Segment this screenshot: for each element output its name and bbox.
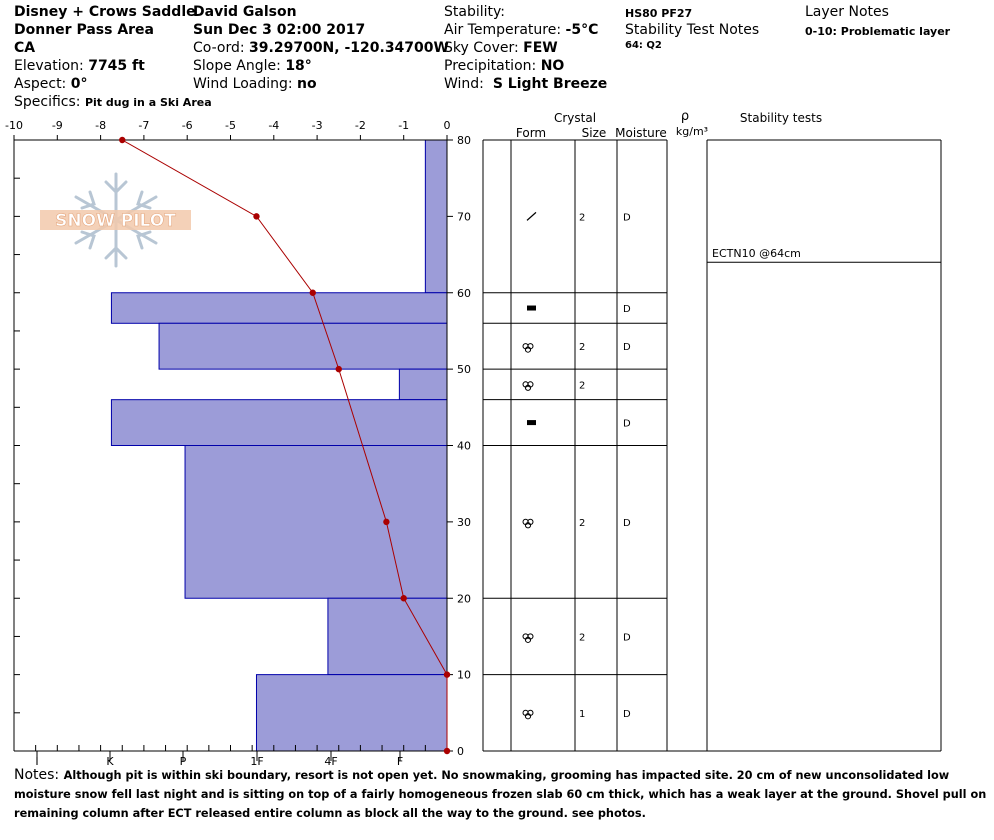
wind-label: Wind:: [444, 76, 484, 92]
hardness-label: 1F: [250, 755, 264, 765]
layer-notes-label: Layer Notes: [805, 4, 889, 20]
crystal-form-bar-icon: [527, 420, 536, 425]
layer-moisture: D: [623, 342, 631, 354]
depth-tick-label: 60: [457, 286, 471, 300]
form-header: Form: [515, 126, 547, 140]
layer-moisture: D: [623, 708, 631, 720]
coord-value: 39.29700N, -120.34700W: [249, 40, 449, 56]
crystal-form-cluster-icon: [523, 344, 533, 353]
hardness-bar: [256, 675, 447, 751]
depth-tick-label: 30: [457, 515, 471, 529]
wind-value: S Light Breeze: [492, 76, 608, 92]
temperature-point: [119, 137, 125, 143]
notes-section: [14, 766, 989, 823]
specifics-label: Specifics:: [14, 94, 81, 110]
temp-tick-label: -4: [268, 119, 280, 132]
air-temp-label: Air Temperature:: [444, 22, 562, 38]
temperature-point: [444, 748, 450, 754]
hardness-bar: [159, 323, 447, 369]
hardness-label: 4F: [324, 755, 338, 765]
elevation-value: 7745 ft: [88, 58, 145, 74]
notes-text: Although pit is within ski boundary, resort is not open yet. No snowmaking, grooming has impacted site. 20 cm of new unconsolidated low moisture snow fell last night and is sitting on top of a fairly homogeneous frozen slab 60 cm thick, which has a weak layer at the ground. Shovel pull on remaining column after ECT released entire column as block all the way to the ground. see photos.: [14, 769, 987, 820]
hardness-bar: [328, 598, 447, 674]
layer-notes-value: 0-10: Problematic layer: [805, 25, 951, 38]
elevation-label: Elevation:: [14, 58, 84, 74]
temperature-point: [444, 671, 450, 677]
layer-moisture: D: [623, 418, 631, 430]
temp-tick-label: -6: [181, 119, 193, 132]
depth-tick-label: 20: [457, 592, 471, 606]
slope-value: 18°: [285, 58, 312, 74]
depth-tick-label: 0: [457, 745, 464, 758]
stability-label: Stability:: [444, 4, 505, 20]
hardness-bar: [185, 446, 447, 599]
observer-name: David Galson: [193, 4, 297, 20]
stability-tests-header: Stability tests: [739, 111, 823, 125]
crystal-header: Crystal: [553, 111, 597, 125]
temperature-point: [253, 213, 259, 219]
state-name: CA: [14, 40, 36, 56]
crystal-size: 2: [579, 632, 586, 644]
crystal-form-cluster-icon: [523, 634, 533, 643]
stability-test-label: ECTN10 @64cm: [712, 247, 801, 261]
temperature-point: [336, 366, 342, 372]
temp-tick-label: -9: [51, 119, 63, 132]
layer-table: [483, 109, 941, 751]
stability-test-notes-value: 64: Q2: [625, 40, 662, 51]
crystal-size: 2: [579, 212, 586, 224]
temp-tick-label: -3: [311, 119, 323, 132]
crystal-form-cluster-icon: [523, 519, 533, 528]
crystal-form-cluster-icon: [523, 710, 533, 719]
hardness-bar: [111, 400, 447, 446]
coord-label: Co-ord:: [193, 40, 245, 56]
temperature-point: [401, 595, 407, 601]
hardness-bar: [425, 140, 447, 293]
stability-test-notes-label: Stability Test Notes: [625, 22, 760, 38]
moisture-header: Moisture: [615, 126, 667, 140]
sky-label: Sky Cover:: [444, 40, 519, 56]
hs-pf-values: HS80 PF27: [625, 7, 693, 20]
layer-moisture: D: [623, 632, 631, 644]
temperature-point: [310, 290, 316, 296]
temperature-point: [383, 519, 389, 525]
depth-tick-label: 50: [457, 363, 471, 377]
layer-moisture: D: [623, 212, 631, 224]
hardness-bar: [111, 293, 447, 324]
temp-tick-label: -10: [5, 119, 23, 132]
sky-value: FEW: [523, 40, 558, 56]
crystal-size: 2: [579, 380, 586, 392]
specifics-value: Pit dug in a Ski Area: [84, 96, 212, 109]
crystal-size: 2: [579, 517, 586, 529]
location-name: Disney + Crows Saddle: [14, 4, 196, 20]
crystal-form-cluster-icon: [523, 382, 533, 391]
layer-moisture: D: [623, 517, 631, 529]
area-name: Donner Pass Area: [14, 22, 154, 38]
hardness-label: P: [179, 755, 187, 765]
hardness-label: F: [396, 755, 404, 765]
temp-tick-label: -5: [225, 119, 236, 132]
air-temp-value: -5°C: [565, 22, 599, 38]
crystal-size: 1: [579, 708, 586, 720]
temp-tick-label: -2: [354, 119, 366, 132]
temp-tick-label: -8: [95, 119, 107, 132]
crystal-size: 2: [579, 342, 586, 354]
crystal-form-slash-icon: [527, 212, 536, 220]
wind-loading-value: no: [297, 76, 317, 92]
density-unit: kg/m³: [675, 125, 709, 138]
precip-value: NO: [540, 58, 565, 74]
wind-loading-label: Wind Loading:: [193, 76, 293, 92]
crystal-form-bar-icon: [527, 306, 536, 311]
depth-tick-label: 80: [457, 134, 471, 147]
temp-tick-label: 0: [443, 119, 451, 132]
slope-label: Slope Angle:: [193, 58, 281, 74]
aspect-value: 0°: [70, 76, 88, 92]
depth-tick-label: 40: [457, 439, 471, 453]
snowpilot-logo: [38, 170, 193, 270]
logo-text: SNOW PILOT: [55, 211, 176, 231]
hardness-label: I: [35, 755, 39, 765]
size-header: Size: [581, 126, 607, 140]
temp-tick-label: -1: [398, 119, 410, 132]
depth-tick-label: 10: [457, 668, 471, 682]
notes-label: Notes:: [14, 767, 60, 783]
temp-tick-label: -7: [138, 119, 150, 132]
observation-datetime: Sun Dec 3 02:00 2017: [193, 22, 366, 38]
hardness-label: K: [106, 755, 114, 765]
density-symbol: ρ: [680, 109, 690, 124]
aspect-label: Aspect:: [14, 76, 67, 92]
hardness-bar: [399, 369, 447, 400]
precip-label: Precipitation:: [444, 58, 537, 74]
depth-tick-label: 70: [457, 210, 471, 224]
layer-moisture: D: [623, 304, 631, 316]
